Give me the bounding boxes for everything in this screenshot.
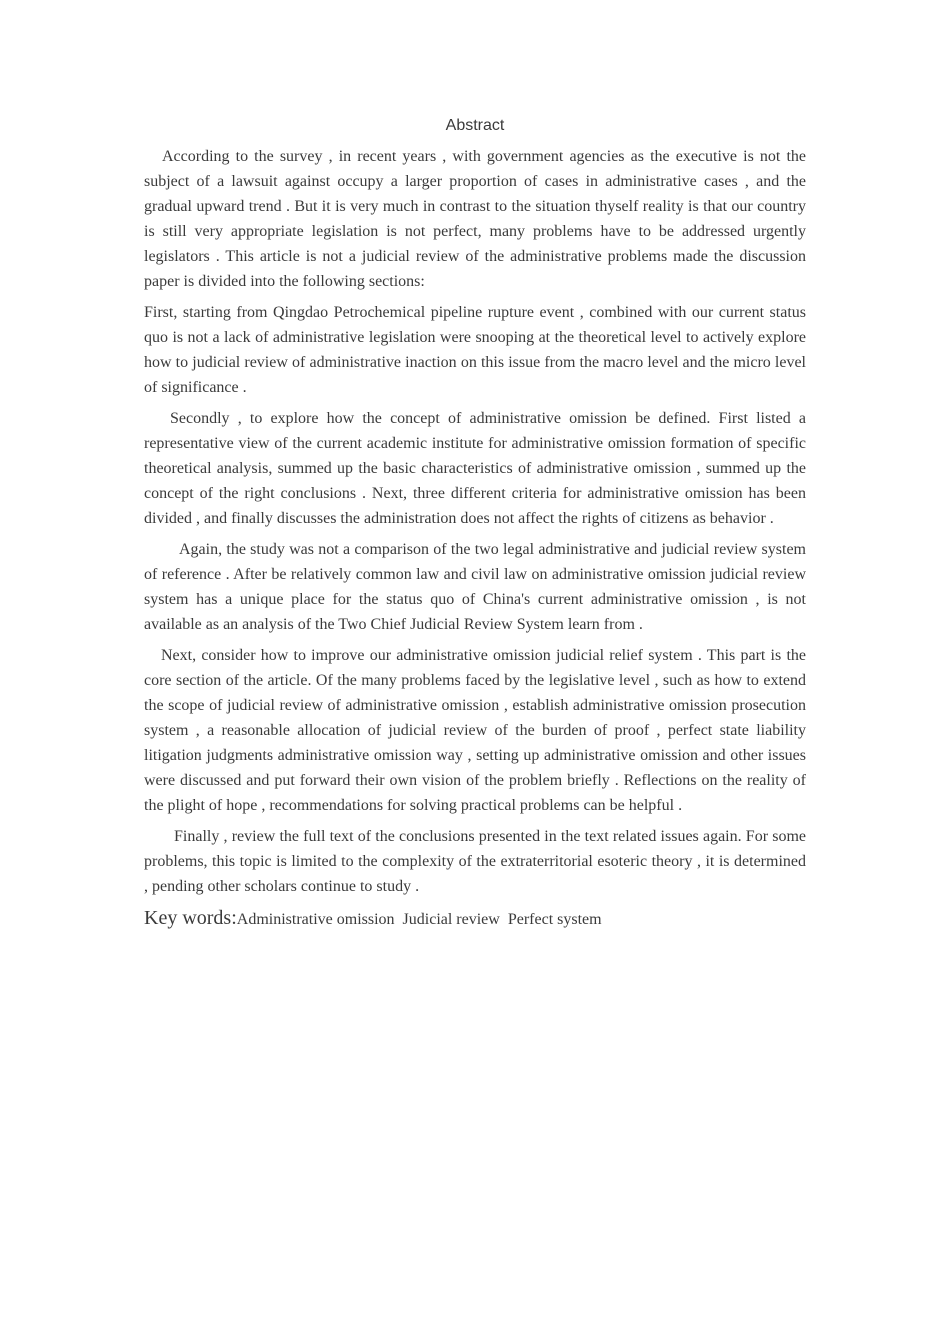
abstract-paragraph-first: First, starting from Qingdao Petrochemical pipeline rupture event , combined with our current status quo is not a lack of administrative legislation were snooping at the theoretical level to actively explore how to judicial review of administrative inaction on this issue from the macro level and the micro level of significance . <box>144 304 806 396</box>
abstract-paragraph-next: Next, consider how to improve our administrative omission judicial relief system . This part is the core section of the article. Of the many problems faced by the legislative level , such as how to extend the scope of judicial review of administrative omission , establish administrative omission prosecution system , a reasonable allocation of judicial review of the burden of proof , perfect state liability litigation judgments administrative omission way , setting up administrative omission and other issues were discussed and put forward their own vision of the problem briefly . Reflections on the reality of the plight of hope , recommendations for solving practical problems can be helpful . <box>144 647 806 814</box>
abstract-paragraph-intro: According to the survey , in recent years , with government agencies as the executive is not the subject of a lawsuit against occupy a larger proportion of cases in administrative cases , and the gradual upward trend . But it is very much in contrast to the situation thyself reality is that our country is still very appropriate legislation is not perfect, many problems have to be addressed urgently legislators . This article is not a judicial review of the administrative problems made the discussion paper is divided into the following sections: <box>144 148 806 290</box>
abstract-page <box>144 116 806 933</box>
abstract-paragraph-again: Again, the study was not a comparison of the two legal administrative and judicial review system of reference . After be relatively common law and civil law on administrative omission judicial review system has a unique place for the status quo of China's current administrative omission , is not available as an analysis of the Two Chief Judicial Review System learn from . <box>144 541 806 633</box>
abstract-title: Abstract <box>445 117 505 134</box>
abstract-paragraph-secondly: Secondly , to explore how the concept of administrative omission be defined. First listed a representative view of the current academic institute for administrative omission formation of specific theoretical analysis, summed up the basic characteristics of administrative omission , summed up the concept of the right conclusions . Next, three different criteria for administrative omission has been divided , and finally discusses the administration does not affect the rights of citizens as behavior . <box>144 410 806 527</box>
abstract-paragraph-finally: Finally , review the full text of the conclusions presented in the text related issues again. For some problems, this topic is limited to the complexity of the extraterritorial esoteric theory , it is determined , pending other scholars continue to study . <box>144 828 806 895</box>
keywords-line <box>144 905 806 933</box>
keywords-value: Administrative omission Judicial review Perfect system <box>236 911 602 928</box>
keywords-label: Key words: <box>144 907 237 929</box>
